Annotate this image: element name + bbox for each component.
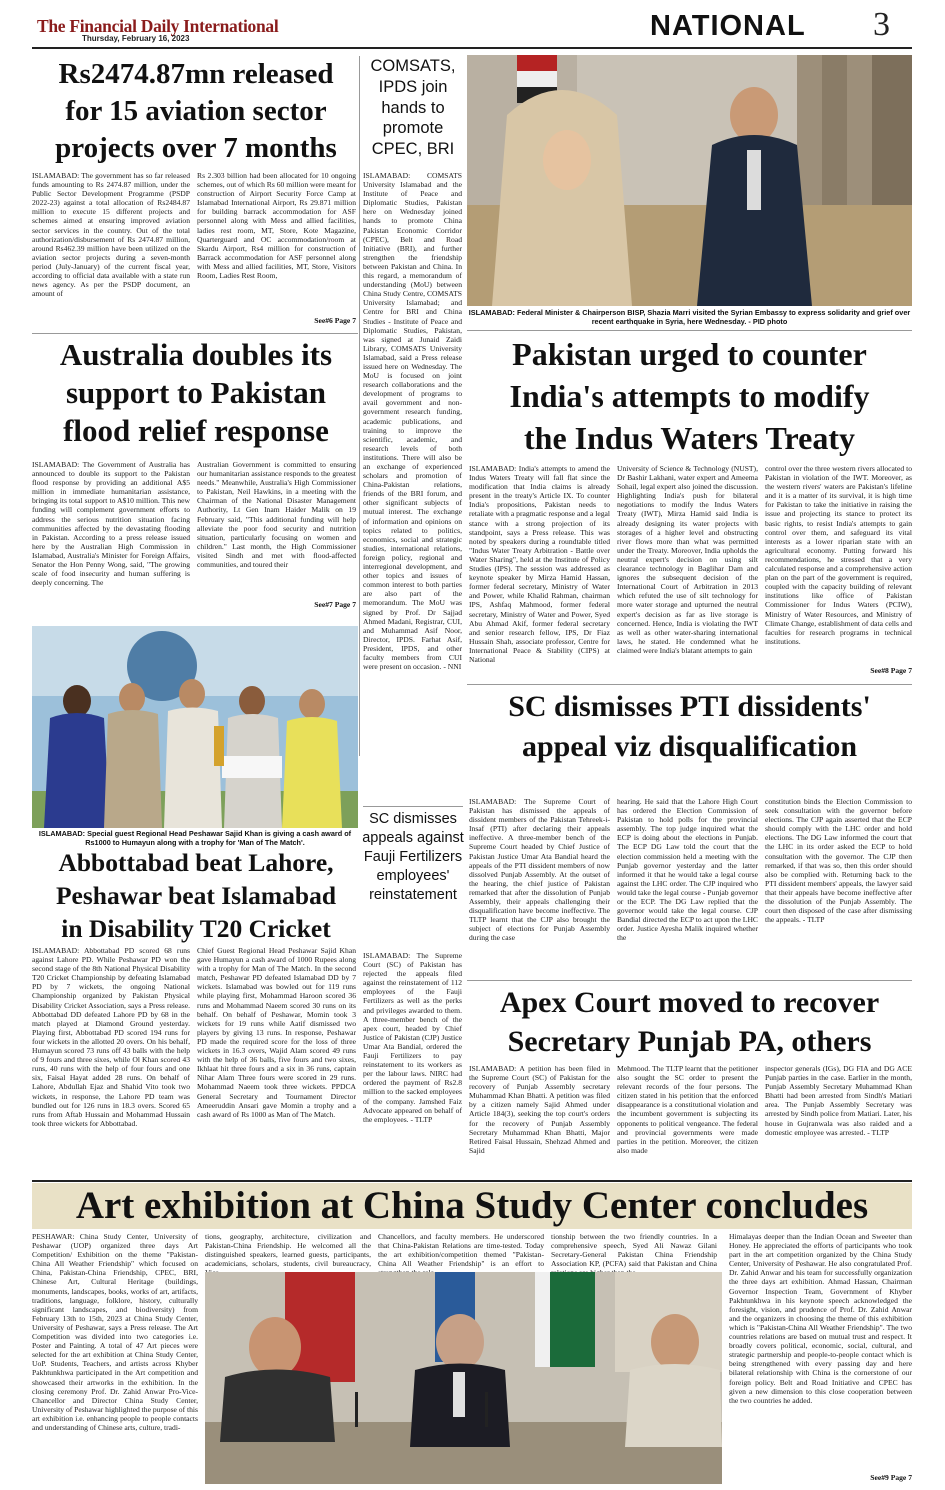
- art-col-4: tionship between the two friendly countries. In a comprehensive speech, Syed Ali Nawaz Gilani Secretary-General Pakistan China Friendship Association KP, (PCFA) said that Pakistan and China: [551, 1232, 717, 1269]
- art-headline: Art exhibition at China Study Center concludes: [75, 1184, 869, 1227]
- indus-headline-line-3: the Indus Waters Treaty: [524, 420, 855, 456]
- australia-continued: See#7 Page 7: [314, 600, 356, 609]
- apex-headline-line-1: Apex Court moved to recover: [499, 986, 880, 1019]
- aviation-headline-line-3: projects over 7 months: [55, 132, 337, 164]
- aviation-continued: See#6 Page 7: [314, 316, 356, 325]
- art-exhibition-photo: [205, 1272, 722, 1484]
- cricket-col-2: Chief Guest Regional Head Peshawar Sajid Khan gave Humayun a cash award of 1000 Rupees along with a trophy for Man of The Match. In the second match, Peshawar PD defeated Islamabad DD by 7 wickets. Islamabad was bowled out for 119 runs while playing first, Mohammad Haroon scored 36 runs and Mohammad Naeem scored 30 runs on its behalf. On behalf of Peshawar, Momin took 3 wickets for 19 runs while Aatif dismissed two players by giving 13 runs. In response, Peshawar PD made the required score for the loss of three wickets in 16.3 overs, Wajid Alam scored 49 runs with the help of 36 balls, five fours and two sixes, Ikhlaat hit three fours and a six in 36 runs, captain Nihar Alam Three fours were scored in 29 runs. Mohammad Naeem took three wickets. PPDCA General Secretary and Tournament Director Ameeruddin Ansari gave Momin a trophy and a cash award of Rs 1000 as Man of The Match.: [197, 946, 356, 1119]
- pti-col-3: constitution binds the Election Commission to seek consultation with the governor before elections. The CJP again asserted that the ECP should comply with the LHC order and hold elections. The DG Law informed the court that the LHC in its order asked the ECP to hold consultation with the governor. The CJP then remarked, if that was so, then this order should also be complied with. Returning back to the PTI dissident members' appeals, the lawyer said that their appeals have become ineffective after the dissolution of the Punjab Assembly. The court then disposed of the case after dismissing the appeals. - TLTP: [765, 797, 912, 925]
- apex-headline: [467, 983, 912, 1061]
- indus-headline-line-1: Pakistan urged to counter: [512, 336, 867, 372]
- aviation-col-1: ISLAMABAD: The government has so far released funds amounting to Rs 2474.87 million, under the Public Sector Development Programme (PSDP 2022-23) against a total allocation of Rs2484.87 million to execute 15 different projects and schemes aimed at ensuring improved aviation sector services in the country. Out of the total authorization/disbursement of Rs 2474.87 million, around Rs462.39 million have been utilized on the aviation sector projects during a seven-month period (July-January) of the current fiscal year, according to official data available with a state run news agency. As per the PSDP document, an amount of: [32, 171, 190, 299]
- apex-col-2: Mehmood. The TLTP learnt that the petitioner also sought the SC order to present the relevant records of the four persons. The citizen stated in his petition that the enforced disappearance is a constitutional violation and the incumbent government is subjecting its opponents to political vengeance. The federal and provincial governments were made parties in the petition. Moreover, the citizen also made: [617, 1064, 758, 1155]
- indus-headline: [467, 333, 912, 459]
- apex-col-1: ISLAMABAD: A petition has been filed in the Supreme Court (SC) of Pakistan for the recovery of Punjab Assembly secretary Muhammad Khan Bhatti. A petition was filed by a citizen namely Sajid Ahmed under Article 184(3), seeking the top court's orders for the recovery of Punjab Assembly Secretary Muhammad Khan Bhatti, Major Retired Faisal Hussain, Shehzad Ahmed and Sajid: [469, 1064, 610, 1155]
- indus-top-rule: [467, 330, 912, 331]
- pti-col-2: hearing. He said that the Lahore High Court has ordered the Election Commission of Pakistan to hold polls for the provincial assembly. The top judge inquired what the ECP is doing about the elections in Punjab. The ECP DG Law told the court that the election commission held a meeting with the Punjab governor yesterday and the latter informed it that he would take a legal course against the LHC order. The CJP inquired who would take the legal course - Punjab governor or the ECP. The DG Law replied that the governor would take the legal course. CJP Bandial directed the ECP to act upon the LHC order. Justice Ayesha Malik inquired whether the: [617, 797, 758, 943]
- apex-top-rule: [467, 980, 912, 981]
- cricket-headline-line-2: Peshawar beat Islamabad: [55, 881, 337, 910]
- fauji-headline: SC dismisses appeals against Fauji Fertilizers employees' reinstatement: [362, 811, 464, 903]
- pti-top-rule: [467, 684, 912, 685]
- pti-col-1: ISLAMABAD: The Supreme Court of Pakistan has dismissed the appeals of dissident members of the Pakistan Tehreek-i-Insaf (PTI) after declaring their appeals ineffective. A three-member bench of the Supreme Court headed by Chief Justice of Pakistan Justice Umar Ata Bandial heard the appeals of the PTI dissident members of now dissolved Punjab Assembly. At the outset of the hearing, the chief justice of Pakistan remarked that after the dissolution of Punjab Assembly, their appeals challenging their disqualification have become ineffective. The TLTP learnt that the CJP also brought the subject of elections for Punjab Assembly during the case: [469, 797, 610, 943]
- indus-col-3: control over the three western rivers allocated to Pakistan in violation of the IWT. Moreover, as the western rivers' waters are Pakistan's lifeline and it is a matter of its survival, it is high time for Pakistan to take the initiative in raising the issue and projecting its stance to protect its basic rights, to resist India's attempts to gain control over them, and safeguard its vital interests as a lower riparian state with an agricultural economy. Putting forward his recommendations, he stressed that a very calculated response and a comprehensive action plan on the part of the government is required, coupled with the capacity building of relevant institutions like office of Pakistan Commissioner for Indus Waters (PCIW), Ministry of Water Resources, and Ministry of Climate Change, establishment of data cells and faculties for research programs in technical institutions.: [765, 464, 912, 646]
- indus-col-1: ISLAMABAD: India's attempts to amend the Indus Waters Treaty will fall flat since the modification that India claims is already present in the treaty's Article IX. To counter India's propositions, Pakistan needs to retaliate with a pragmatic response and a legal stance with a strong projection of its standpoint, says a Press release. This was noted by speakers during a roundtable titled "Indus Water Treaty Arbitration - Battle over Water Sharing", held at the Institute of Policy Studies (IPS). The session was addressed as keynote speaker by Mirza Hamid Hassan, former federal secretary, Ministry of Water and Power, while Khalid Rahman, chairman IPS, Ashfaq Mahmood, former federal secretary, Ministry of Water and Power, Syed Abu Ahmad Akif, former federal secretary and senior research fellow, IPS, Dr Fiaz Hussain Shah, associate professor, Centre for International Peace & Stability (CIPS) at National: [469, 464, 610, 664]
- comsats-body: ISLAMABAD: COMSATS University Islamabad and the Institute of Peace and Diplomatic Studies, Pakistan here on Wednesday joined hands to promote China Pakistan Economic Corridor (CPEC), Belt and Road Initiative (BRI), and further strengthen the friendship between Pakistan and China. In this regard, a memorandum of understanding (MoU) between China Study Centre, COMSATS University Islamabad; and Centre for BRI and China Studies - Institute of Peace and Diplomatic Studies, Pakistan, was signed at Junaid Zaidi Library, COMSATS University Islamabad, said a Press release issued here on Wednesday. The MoU is focused on joint research collaborations and the development of programs to avail government and non-government research funding, academic publications, and training to improve the scientific, academic, and research levels of both institutions. There will also be an exchange of experienced scholars and promotion of China-Pakistan relations, friends of the BRI forum, and other significant subjects of mutual interest. The exchange of information and opinions on topics related to politics, economics, social and strategic studies, international relations, foreign policy, regional and interregional development, and other topics and issues of common interest to both parties are also part of the memorandum. The MoU was signed by Prof. Dr Sajjad Ahmed Madani, Registrar, CUI, and Muhammad Asif Noor, Director, IPDS. Farhat Asif, President, IPDS, and other faculty members from CUI were present on occasion. - NNI: [363, 171, 462, 672]
- issue-date: Thursday, February 16, 2023: [82, 34, 190, 43]
- pti-headline-line-2: appeal viz disqualification: [521, 730, 858, 763]
- australia-headline-line-1: Australia doubles its: [59, 337, 333, 372]
- australia-col-2: Australian Government is committed to ensuring our humanitarian assistance responds to the greatest needs." Meanwhile, Australia's High Commissioner to Pakistan, Neil Hawkins, in a meeting with the Chairman of the National Disaster Management Authority, Lt Gen Inam Haider Malik on 19 February said, "This additional funding will help alleviate the poor food security and nutrition situation, particularly focusing on women and children." Last month, the High Commissioner visited Sindh and met with flood-affected communities, and toured their: [197, 460, 356, 570]
- australia-headline-line-3: flood relief response: [63, 413, 329, 448]
- cricket-award-caption: ISLAMABAD: Special guest Regional Head Peshawar Sajid Khan is giving a cash award of Rs1000 to Humayun along with a trophy for 'Man of The Match'.: [38, 829, 352, 847]
- fauji-body: ISLAMABAD: The Supreme Court (SC) of Pakistan has rejected the appeals filed against the reinstatement of 112 employees of the Fauji Fertilizers as well as the perks and privileges awarded to them. A three-member bench of the apex court, headed by Chief Justice of Pakistan (CJP) Justice Umar Ata Bandial, ordered the Fauji Fertilizers to pay reinstatement to its workers as per the labour laws. NIRC had ordered the payment of Rs2.8 million to the sacked employees of the company. Jamshed Faiz Advocate appeared on behalf of the employees. - TLTP: [363, 951, 462, 1124]
- paper-name: The Financial Daily International: [37, 16, 279, 36]
- syrian-embassy-caption: ISLAMABAD: Federal Minister & Chairperson BISP, Shazia Marri visited the Syrian Embassy to express solidarity and grief over recent earthquake in Syria, here Wednesday. - PID photo: [468, 308, 911, 326]
- art-col-5: Himalayas deeper than the Indian Ocean and Sweeter than Honey. He appreciated the efforts of participants who took part in the art competition organized by the China Study Center, University of Peshawar. He also congratulated Prof. Dr. Zahid Anwar and his team for successfully organization the three days art exhibition. Ahmad Hassan, Chairman Governor Inspection Team, Government of Khyber Pakhtunkhwa in his keynote speech acknowledged the foresight, vision, and prudence of Prof. Dr. Zahid Anwar and the organizers in choosing the theme of this exhibition which is "Pakistan-China All Weather Friendship". The two countries relations are based on mutual trust and respect. It broadly covers political, economic, social, cultural, and strategic partnership and people-to-people contact which is being strengthened with every passing day and here bilateral relationship with China is the cornerstone of our foreign policy. Belt and Road Initiative and CPEC has given a new dimension to this close cooperation between the two countries he added.: [729, 1232, 912, 1405]
- cricket-headline: [32, 846, 360, 945]
- comsats-headline: COMSATS, IPDS join hands to promote CPEC, BRI: [370, 57, 456, 159]
- aviation-col-2: Rs 2.303 billion had been allocated for 10 ongoing schemes, out of which Rs 60 million were meant for construction of Airport Security Force Camp at Islamabad International Airport, Rs 29.871 million for building barrack accommodation for ASF personnel along with Mess and allied facilities, ladies rest room, MT, Store, Kote Magazine, Quarterguard and OC accommodation/room at Skardu Airport, Rs4 million for construction of Barrack accommodation for ASF personnel along with Mess and allied facilities, MT, Store, Visitors Room, Ladies Rest Room,: [197, 171, 357, 281]
- cricket-headline-line-1: Abbottabad beat Lahore,: [58, 848, 334, 877]
- indus-col-2: University of Science & Technology (NUST), Dr Bashir Lakhani, water expert and Ameema Sohail, legal expert also joined the discussion. Highlighting India's push for bilateral negotiations to modify the Indus Waters Treaty (IWT), Mirza Hamid said India is already designing its water projects with storages of a higher level and obstructing river flows more than what was permitted under the Treaty. Moreover, India upholds the neutral expert's decision on using silt clearance technology in Baglihar Dam and ignores the subsequent decision of the International Court of Arbitration in 2013 which refuted the use of silt technology for more water storage and upturned the neutral expert's decision as far as live storage is concerned. Hence, India is violating the IWT as well as other water-sharing international laws, he stated. He condemned what he claimed were India's blatant attempts to gain: [617, 464, 758, 655]
- fauji-top-rule: [363, 806, 463, 807]
- cricket-award-photo: [32, 626, 358, 828]
- art-continued: See#9 Page 7: [870, 1473, 912, 1482]
- australia-headline-line-2: support to Pakistan: [65, 375, 327, 410]
- cricket-headline-line-3: in Disability T20 Cricket: [61, 914, 331, 943]
- art-col-3: Chancellors, and faculty members. He underscored that China-Pakistan Relations are time-tested. Today the art exhibition/competition themed "Pakistan- China All Weather Friendship" is an effort to: [378, 1232, 544, 1269]
- section-name: NATIONAL: [650, 10, 806, 42]
- australia-top-rule: [32, 333, 358, 334]
- cricket-col-1: ISLAMABAD: Abbottabad PD scored 68 runs against Lahore PD. While Peshawar PD won the second stage of the 8th National Physical Disability T20 Cricket Championship by defeating Islamabad PD by 7 wickets, the ongoing National Championship organized by Pakistan Physical Disability Cricket Association, says a Press release. Abbottabad DD defeated Lahore PD by 68 in the match played at Diamond Ground yesterday. Playing first, Abbottabad PD scored 194 runs for four wickets in the allotted 20 overs. On his behalf, Humayun scored 73 runs off 43 balls with the help of 9 fours and three sixes, while Ol Khan scored 43 runs, 40 runs with the help of four fours and one six, Faisal Hayat added 28 runs. On behalf of Lahore, Abdullah Ejaz and Shahid Vito took two wickets, in response, the Lahore PD team was bundled out for 126 runs in 18.3 overs. Scored 65 runs from Aftab Hussain and Mohammad Hussain took three wickets for Abbottabad.: [32, 946, 190, 1128]
- masthead: [0, 0, 945, 50]
- art-col-2: tions, geography, architecture, civilization and Pakistan-China Friendship. He welcomed all the distinguished speakers, learned guests, participants, academicians, scholars, students, civil bureaucracy,: [205, 1232, 371, 1269]
- art-col-1: PESHAWAR: China Study Center, University of Peshawar (UOP) organized three days Art Competition/ Exhibition on the theme "Pakistan-China All Weather Friendship" which focused on China, Pakistan-China Friendship, CPEC, BRI, Chinese Art, Cultural Heritage (buildings, monuments, landscapes, books, works of art, artifacts, traditions, language, folklore, history, culturally significant landscapes, and biodiversity) from February 13th to 15th, 2023 at China Study Center, University of Peshawar, says a Press release. The Art Competition was divided into two categories i.e. Poster and Painting. A total of 47 Art pieces were selected for the art exhibition at China Study Center, UoP. Students, Teachers, and artists across Khyber Pakhtunkhwa participated in the Art competition and showcased their artworks in the exhibition. In the closing ceremony Prof. Dr. Zahid Anwar Pro-Vice-Chancellor and Director China Study Center, University of Peshawar highlighted the purpose of this art exhibition i.e. enhancing people to people contacts and understanding of Chinese arts, culture, tradi-: [32, 1232, 198, 1432]
- pti-headline: [467, 687, 912, 767]
- apex-headline-line-2: Secretary Punjab PA, others: [507, 1025, 872, 1058]
- indus-headline-line-2: India's attempts to modify: [509, 378, 870, 414]
- apex-col-3: inspector generals (IGs), DG FIA and DG ACE Punjab parties in the case. Earlier in the month, Punjab Assembly Secretary Muhammad Khan Bhatti had been arrested from Sindh's Matiari area. The Punjab Assembly Secretary was arrested by Sindh police from Matiari. Later, his house in Gujranwala was also raided and a domestic employee was arrested. - TLTP: [765, 1064, 912, 1137]
- masthead-rule: [32, 47, 912, 49]
- australia-headline: [32, 336, 360, 450]
- page-number: 3: [873, 6, 890, 43]
- australia-col-1: ISLAMABAD: The Government of Australia has announced to double its support to the Pakistan flood response by providing an additional A$5 million in immediate humanitarian assistance, bringing its total support to A$10 million. This new funding will complement government efforts to address the serious nutrition situation facing communities affected by the devastating flooding in Pakistan. According to a press release issued here by the Australian High Commission in Islamabad, Australia's Minister for Foreign Affairs, Senator the Hon Penny Wong, said, "The growing scale of food insecurity and human suffering is deeply concerning. The: [32, 460, 190, 588]
- aviation-headline-line-1: Rs2474.87mn released: [58, 58, 334, 90]
- pti-headline-line-1: SC dismisses PTI dissidents': [508, 690, 871, 723]
- art-top-rule: [32, 1180, 912, 1182]
- indus-continued: See#8 Page 7: [870, 666, 912, 675]
- aviation-headline: [32, 56, 360, 167]
- syrian-embassy-photo: [467, 55, 912, 306]
- aviation-headline-line-2: for 15 aviation sector: [65, 95, 327, 127]
